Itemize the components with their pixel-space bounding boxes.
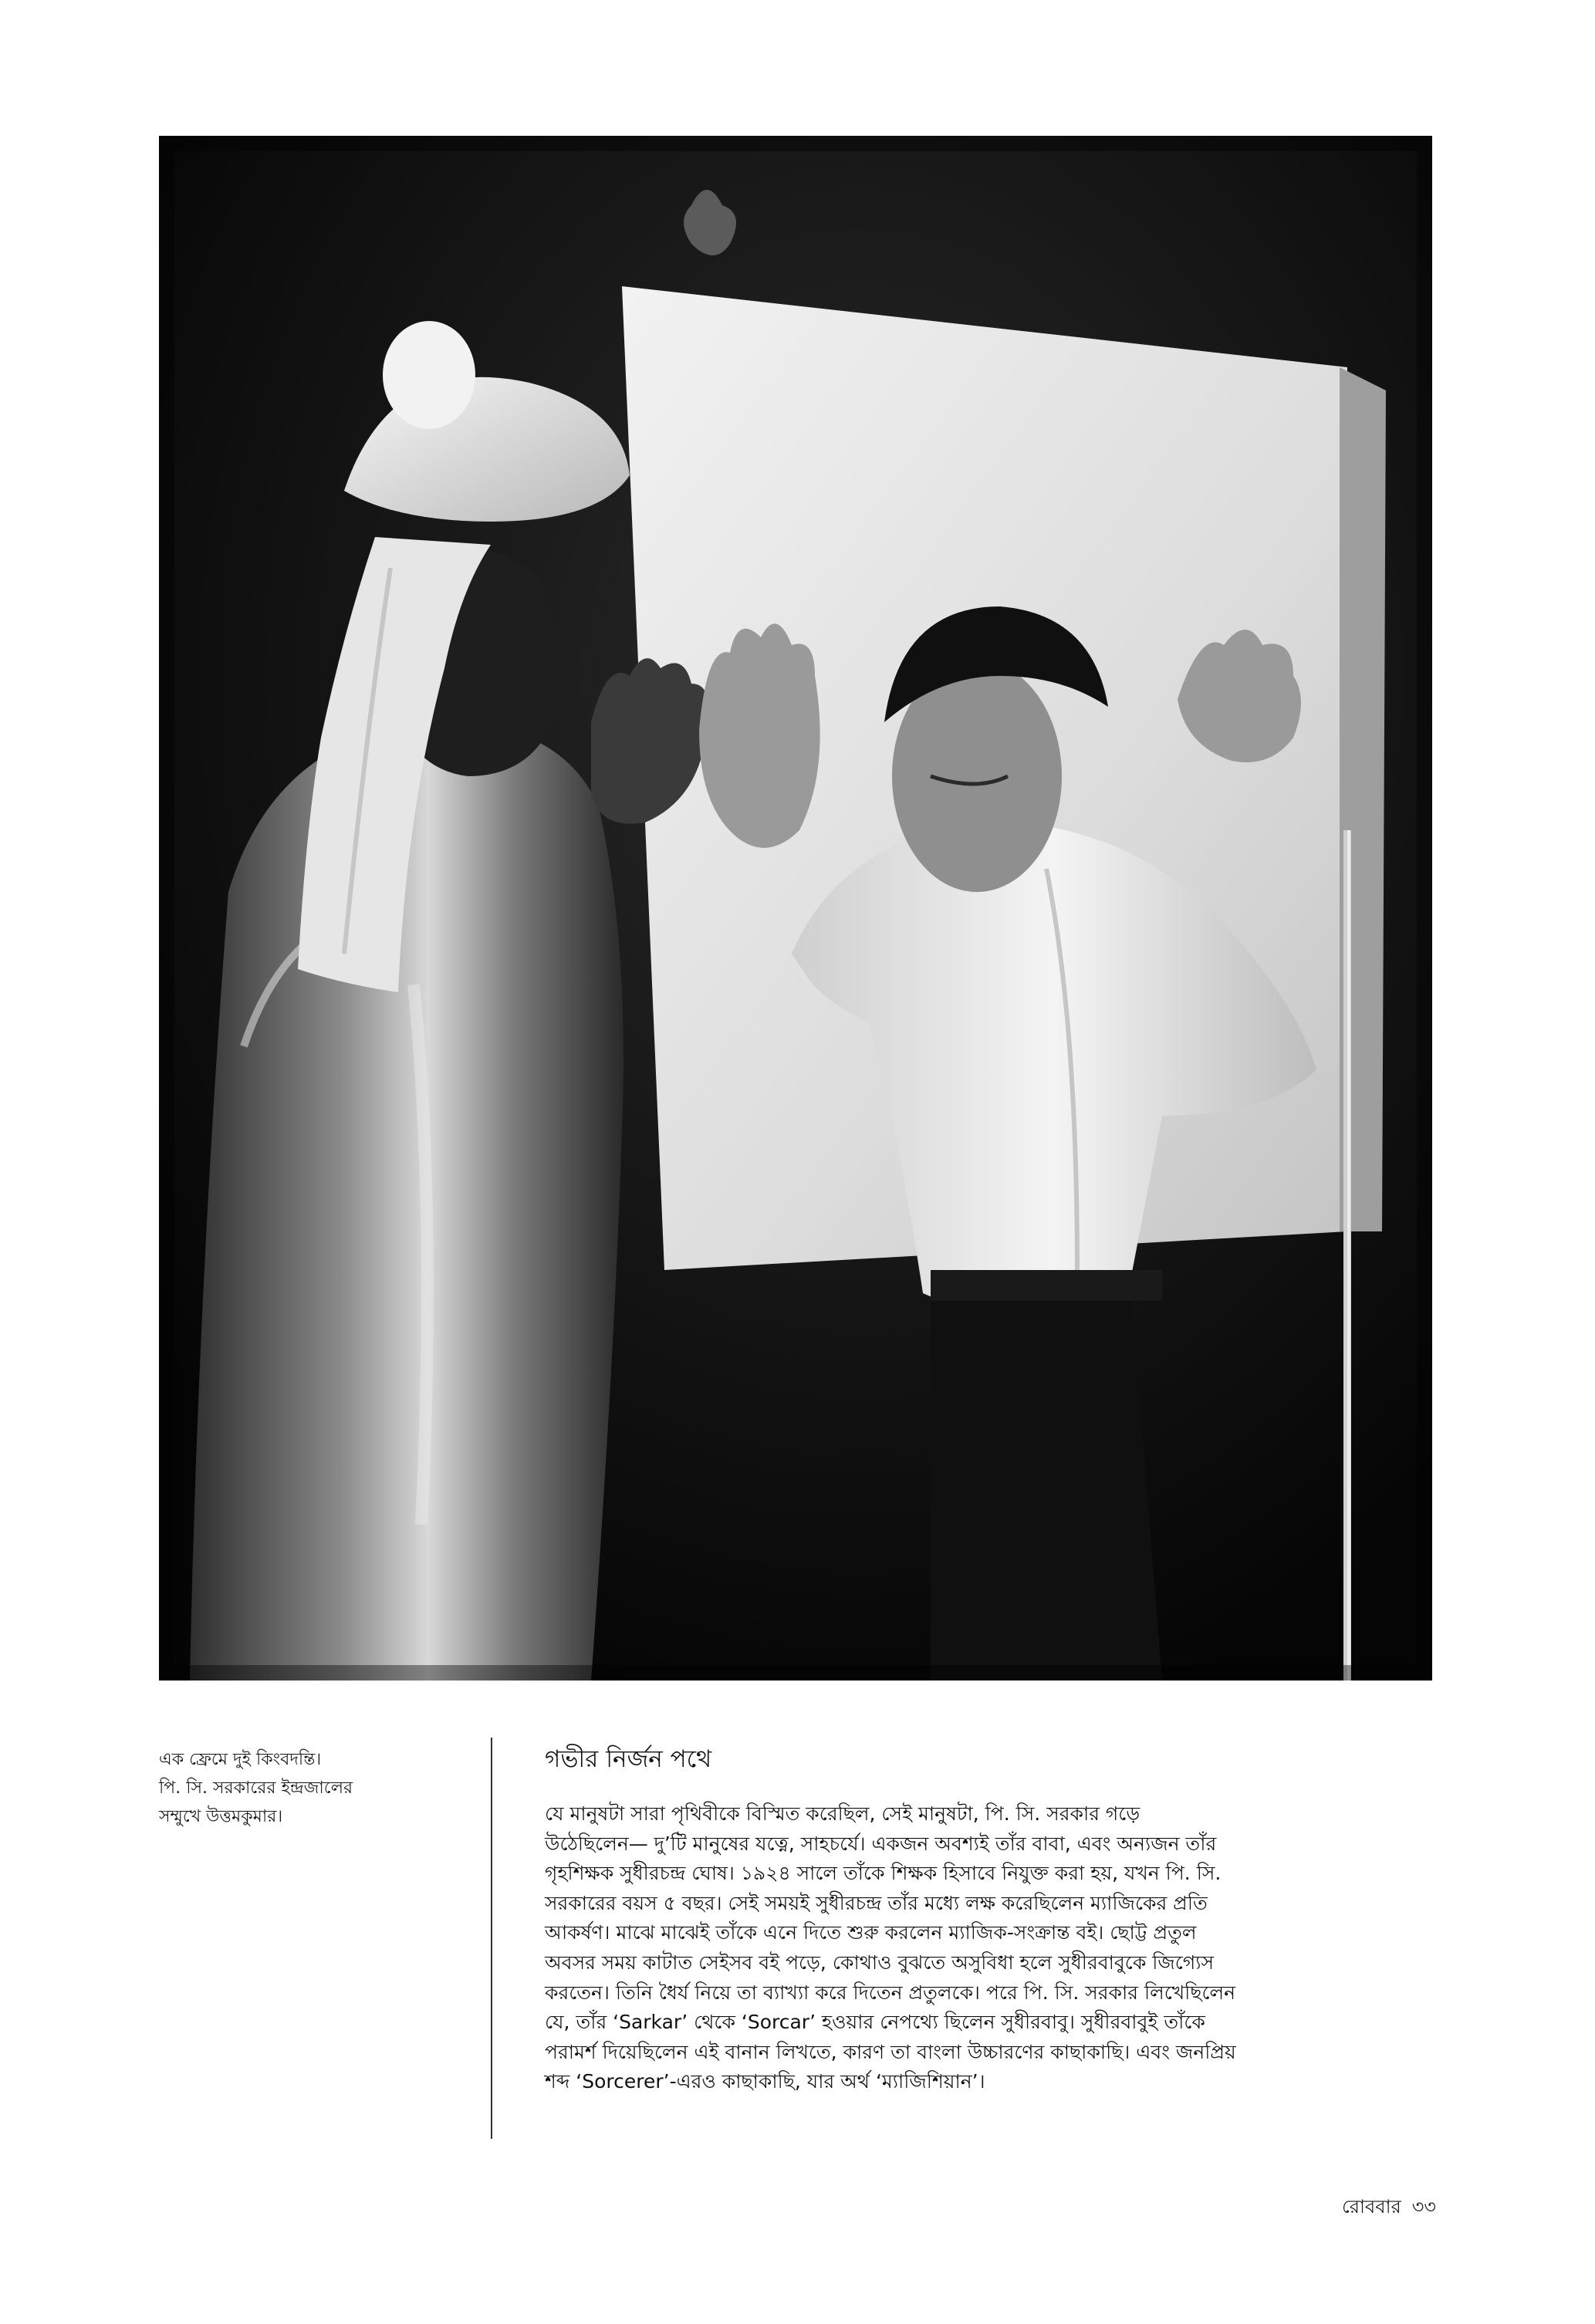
body-line: যে, তাঁর ‘Sarkar’ থেকে ‘Sorcar’ হওয়ার নেপথ্যে ছিলেন সুধীরবাবু। সুধীরবাবুই তাঁকে — [545, 2011, 1205, 2034]
photograph — [159, 136, 1432, 1681]
column-divider — [491, 1738, 492, 2139]
body-line: করতেন। তিনি ধৈর্য নিয়ে তা ব্যাখ্যা করে দিতেন প্রতুলকে। পরে পি. সি. সরকার লিখেছিলেন — [545, 1981, 1236, 2004]
body-line: শব্দ ‘Sorcerer’-এরও কাছাকাছি, যার অর্থ ‘ম্যাজিশিয়ান’। — [545, 2070, 985, 2093]
body-line: উঠেছিলেন— দু’টি মানুষের যত্নে, সাহচর্যে। একজন অবশ্যই তাঁর বাবা, এবং অন্যজন তাঁর — [545, 1832, 1217, 1855]
body-line: আকর্ষণ। মাঝে মাঝেই তাঁকে এনে দিতে শুরু করলেন ম্যাজিক-সংক্রান্ত বই। ছোট্ট প্রতুল — [545, 1921, 1197, 1944]
page-folio — [1342, 2194, 1436, 2219]
publication-name: রোববার — [1342, 2196, 1401, 2218]
caption-line: পি. সি. সরকারের ইন্দ্রজালের — [159, 1778, 353, 1798]
photograph-image — [159, 136, 1432, 1681]
article-title: গভীর নির্জন পথে — [545, 1745, 712, 1773]
article-body — [545, 1799, 1432, 2097]
body-line: পরামর্শ দিয়েছিলেন এই বানান লিখতে, কারণ তা বাংলা উচ্চারণের কাছাকাছি। এবং জনপ্রিয় — [545, 2040, 1236, 2063]
page-number: ৩৩ — [1411, 2196, 1436, 2218]
photo-caption — [159, 1745, 468, 1831]
body-line: গৃহশিক্ষক সুধীরচন্দ্র ঘোষ। ১৯২৪ সালে তাঁকে শিক্ষক হিসাবে নিযুক্ত করা হয়, যখন পি. সি. — [545, 1862, 1222, 1885]
body-line: যে মানুষটা সারা পৃথিবীকে বিস্মিত করেছিল, সেই মানুষটা, পি. সি. সরকার গড়ে — [545, 1802, 1140, 1825]
caption-line: এক ফ্রেমে দুই কিংবদন্তি। — [159, 1750, 322, 1769]
caption-line: সম্মুখে উত্তমকুমার। — [159, 1807, 283, 1826]
body-line: সরকারের বয়স ৫ বছর। সেই সময়ই সুধীরচন্দ্র তাঁর মধ্যে লক্ষ করেছিলেন ম্যাজিকের প্রতি — [545, 1891, 1208, 1914]
body-line: অবসর সময় কাটাত সেইসব বই পড়ে, কোথাও বুঝতে অসুবিধা হলে সুধীরবাবুকে জিগ্যেস — [545, 1951, 1214, 1974]
